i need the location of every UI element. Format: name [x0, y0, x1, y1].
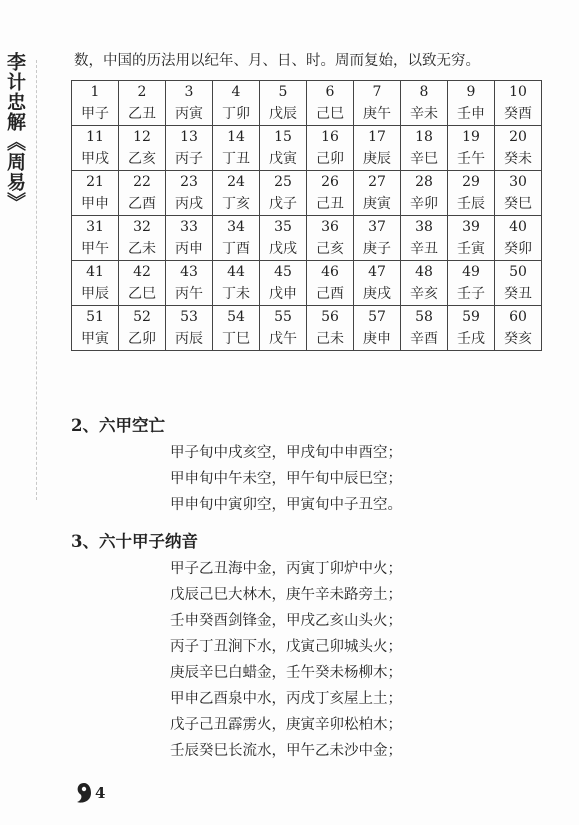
- table-cell-number: 3: [166, 81, 213, 104]
- text-line: 甲申乙酉泉中水，丙戌丁亥屋上土；: [170, 691, 402, 707]
- table-cell-ganzhi: 丁丑: [213, 148, 260, 171]
- table-cell-ganzhi: 戊子: [260, 193, 307, 216]
- table-cell-number: 31: [72, 216, 119, 239]
- table-cell-number: 25: [260, 171, 307, 194]
- table-cell-number: 43: [166, 261, 213, 284]
- table-cell-number: 6: [307, 81, 354, 104]
- table-cell-ganzhi: 癸亥: [495, 328, 542, 351]
- table-cell-number: 57: [354, 306, 401, 329]
- table-cell-ganzhi: 丁卯: [213, 103, 260, 126]
- table-ganzhi-row: [72, 103, 542, 126]
- table-cell-number: 39: [448, 216, 495, 239]
- table-cell-ganzhi: 己酉: [307, 283, 354, 306]
- side-divider: [36, 60, 37, 500]
- table-cell-number: 27: [354, 171, 401, 194]
- table-number-row: [72, 81, 542, 104]
- table-cell-ganzhi: 癸巳: [495, 193, 542, 216]
- table-cell-ganzhi: 癸酉: [495, 103, 542, 126]
- table-cell-number: 5: [260, 81, 307, 104]
- table-number-row: [72, 171, 542, 194]
- table-cell-number: 52: [119, 306, 166, 329]
- table-cell-ganzhi: 丙寅: [166, 103, 213, 126]
- book-side-title: 李计忠解《周易》: [4, 52, 26, 212]
- intro-text: 数，中国的历法用以纪年、月、日、时。周而复始，以致无穷。: [74, 53, 480, 69]
- table-ganzhi-row: [72, 148, 542, 171]
- table-number-row: [72, 216, 542, 239]
- table-cell-number: 51: [72, 306, 119, 329]
- table-cell-ganzhi: 乙亥: [119, 148, 166, 171]
- table-cell-ganzhi: 甲午: [72, 238, 119, 261]
- table-number-row: [72, 306, 542, 329]
- table-cell-ganzhi: 庚子: [354, 238, 401, 261]
- table-cell-number: 40: [495, 216, 542, 239]
- table-cell-ganzhi: 辛未: [401, 103, 448, 126]
- table-cell-number: 55: [260, 306, 307, 329]
- table-cell-ganzhi: 己丑: [307, 193, 354, 216]
- text-line: 甲申旬中寅卯空，甲寅旬中子丑空。: [170, 497, 402, 513]
- table-cell-ganzhi: 丁亥: [213, 193, 260, 216]
- section-liujia-body: [170, 440, 402, 518]
- table-cell-number: 42: [119, 261, 166, 284]
- table-cell-ganzhi: 丁巳: [213, 328, 260, 351]
- table-cell-ganzhi: 己亥: [307, 238, 354, 261]
- table-cell-ganzhi: 庚寅: [354, 193, 401, 216]
- text-line: 甲子乙丑海中金，丙寅丁卯炉中火；: [170, 561, 402, 577]
- table-cell-number: 32: [119, 216, 166, 239]
- table-cell-ganzhi: 乙酉: [119, 193, 166, 216]
- table-cell-ganzhi: 癸卯: [495, 238, 542, 261]
- table-cell-number: 36: [307, 216, 354, 239]
- table-cell-number: 56: [307, 306, 354, 329]
- text-line: 甲申旬中午未空，甲午旬中辰巳空；: [170, 471, 402, 487]
- section-nayin-body: [170, 556, 402, 764]
- text-line: 甲子旬中戌亥空，甲戌旬中申酉空；: [170, 445, 402, 461]
- table-cell-number: 38: [401, 216, 448, 239]
- table-cell-number: 2: [119, 81, 166, 104]
- table-cell-ganzhi: 壬戌: [448, 328, 495, 351]
- table-cell-number: 13: [166, 126, 213, 149]
- table-cell-number: 46: [307, 261, 354, 284]
- table-cell-number: 58: [401, 306, 448, 329]
- table-cell-ganzhi: 乙未: [119, 238, 166, 261]
- table-cell-ganzhi: 甲辰: [72, 283, 119, 306]
- table-cell-number: 24: [213, 171, 260, 194]
- table-cell-number: 59: [448, 306, 495, 329]
- text-line: 壬申癸酉剑锋金，甲戌乙亥山头火；: [170, 613, 402, 629]
- table-cell-number: 7: [354, 81, 401, 104]
- table-cell-number: 17: [354, 126, 401, 149]
- table-cell-number: 19: [448, 126, 495, 149]
- table-cell-number: 23: [166, 171, 213, 194]
- table-cell-ganzhi: 甲申: [72, 193, 119, 216]
- table-cell-number: 21: [72, 171, 119, 194]
- table-cell-number: 49: [448, 261, 495, 284]
- table-number-row: [72, 261, 542, 284]
- table-cell-number: 45: [260, 261, 307, 284]
- table-cell-number: 34: [213, 216, 260, 239]
- table-cell-number: 29: [448, 171, 495, 194]
- text-line: 丙子丁丑涧下水，戊寅己卯城头火；: [170, 639, 402, 655]
- table-cell-ganzhi: 甲戌: [72, 148, 119, 171]
- table-cell-ganzhi: 丁未: [213, 283, 260, 306]
- table-cell-ganzhi: 乙丑: [119, 103, 166, 126]
- table-cell-ganzhi: 丙午: [166, 283, 213, 306]
- table-cell-ganzhi: 丙申: [166, 238, 213, 261]
- table-cell-ganzhi: 己巳: [307, 103, 354, 126]
- table-cell-ganzhi: 戊申: [260, 283, 307, 306]
- table-cell-number: 30: [495, 171, 542, 194]
- table-cell-ganzhi: 乙卯: [119, 328, 166, 351]
- page-footer: [75, 782, 105, 804]
- table-cell-number: 35: [260, 216, 307, 239]
- table-cell-number: 60: [495, 306, 542, 329]
- table-cell-ganzhi: 己未: [307, 328, 354, 351]
- sixty-jiazi-table: [71, 80, 542, 351]
- table-cell-number: 53: [166, 306, 213, 329]
- table-cell-ganzhi: 丙子: [166, 148, 213, 171]
- table-number-row: [72, 126, 542, 149]
- table-ganzhi-row: [72, 328, 542, 351]
- table-cell-ganzhi: 癸丑: [495, 283, 542, 306]
- table-cell-ganzhi: 壬申: [448, 103, 495, 126]
- table-cell-number: 9: [448, 81, 495, 104]
- table-cell-ganzhi: 庚辰: [354, 148, 401, 171]
- table-cell-number: 28: [401, 171, 448, 194]
- table-cell-ganzhi: 辛酉: [401, 328, 448, 351]
- table-cell-ganzhi: 丁酉: [213, 238, 260, 261]
- table-cell-number: 11: [72, 126, 119, 149]
- table-cell-number: 44: [213, 261, 260, 284]
- text-line: 戊辰己巳大林木，庚午辛未路旁土；: [170, 587, 402, 603]
- table-cell-ganzhi: 庚戌: [354, 283, 401, 306]
- table-cell-number: 16: [307, 126, 354, 149]
- table-cell-ganzhi: 辛巳: [401, 148, 448, 171]
- table-cell-number: 33: [166, 216, 213, 239]
- table-cell-ganzhi: 壬子: [448, 283, 495, 306]
- table-cell-number: 20: [495, 126, 542, 149]
- table-cell-number: 41: [72, 261, 119, 284]
- table-cell-number: 8: [401, 81, 448, 104]
- table-cell-ganzhi: 戊寅: [260, 148, 307, 171]
- page-number: 4: [95, 784, 106, 802]
- table-cell-ganzhi: 己卯: [307, 148, 354, 171]
- table-cell-number: 37: [354, 216, 401, 239]
- table-cell-ganzhi: 壬寅: [448, 238, 495, 261]
- table-cell-ganzhi: 戊戌: [260, 238, 307, 261]
- section-heading-nayin: 3、六十甲子纳音: [71, 532, 198, 551]
- yin-yang-icon: [75, 782, 93, 804]
- table-cell-ganzhi: 辛卯: [401, 193, 448, 216]
- table-cell-number: 15: [260, 126, 307, 149]
- table-ganzhi-row: [72, 238, 542, 261]
- table-cell-number: 54: [213, 306, 260, 329]
- table-cell-ganzhi: 甲寅: [72, 328, 119, 351]
- table-cell-number: 4: [213, 81, 260, 104]
- table-cell-ganzhi: 戊午: [260, 328, 307, 351]
- text-line: 戊子己丑霹雳火，庚寅辛卯松柏木；: [170, 717, 402, 733]
- table-cell-ganzhi: 乙巳: [119, 283, 166, 306]
- table-cell-ganzhi: 辛丑: [401, 238, 448, 261]
- text-line: 壬辰癸巳长流水，甲午乙未沙中金；: [170, 743, 402, 759]
- table-cell-number: 50: [495, 261, 542, 284]
- table-cell-number: 18: [401, 126, 448, 149]
- table-cell-number: 22: [119, 171, 166, 194]
- table-cell-number: 48: [401, 261, 448, 284]
- table-cell-ganzhi: 癸未: [495, 148, 542, 171]
- table-cell-number: 47: [354, 261, 401, 284]
- section-heading-liujia-kongwang: 2、六甲空亡: [71, 416, 165, 435]
- table-cell-ganzhi: 丙戌: [166, 193, 213, 216]
- table-cell-ganzhi: 丙辰: [166, 328, 213, 351]
- table-cell-ganzhi: 庚申: [354, 328, 401, 351]
- table-ganzhi-row: [72, 283, 542, 306]
- table-cell-number: 10: [495, 81, 542, 104]
- table-cell-ganzhi: 戊辰: [260, 103, 307, 126]
- table-cell-number: 14: [213, 126, 260, 149]
- table-cell-number: 1: [72, 81, 119, 104]
- table-cell-ganzhi: 甲子: [72, 103, 119, 126]
- table-cell-number: 26: [307, 171, 354, 194]
- table-cell-number: 12: [119, 126, 166, 149]
- table-cell-ganzhi: 壬午: [448, 148, 495, 171]
- table-cell-ganzhi: 辛亥: [401, 283, 448, 306]
- table-ganzhi-row: [72, 193, 542, 216]
- table-cell-ganzhi: 壬辰: [448, 193, 495, 216]
- text-line: 庚辰辛巳白蜡金，壬午癸未杨柳木；: [170, 665, 402, 681]
- table-cell-ganzhi: 庚午: [354, 103, 401, 126]
